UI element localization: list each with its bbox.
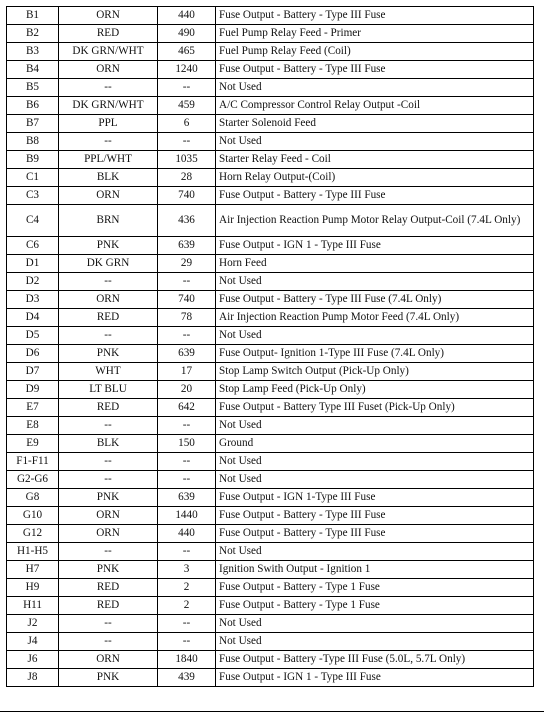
pin-cell: B9: [7, 151, 59, 169]
wire-color-cell: ORN: [59, 61, 158, 79]
wire-color-cell: DK GRN/WHT: [59, 97, 158, 115]
pin-cell: H1-H5: [7, 543, 59, 561]
wire-color-cell: BLK: [59, 169, 158, 187]
wire-color-cell: --: [59, 471, 158, 489]
wire-color-cell: ORN: [59, 525, 158, 543]
function-cell: Not Used: [216, 615, 534, 633]
circuit-number-cell: 6: [158, 115, 216, 133]
pin-cell: J8: [7, 669, 59, 687]
function-cell: Not Used: [216, 79, 534, 97]
wire-color-cell: PNK: [59, 489, 158, 507]
wire-color-cell: --: [59, 79, 158, 97]
circuit-number-cell: 20: [158, 381, 216, 399]
pin-cell: B4: [7, 61, 59, 79]
pin-cell: B5: [7, 79, 59, 97]
function-cell: Fuse Output - Battery -Type III Fuse (5.0L, 5.7L Only): [216, 651, 534, 669]
circuit-number-cell: --: [158, 133, 216, 151]
table-row: [7, 615, 534, 633]
table-row: [7, 291, 534, 309]
wire-color-cell: RED: [59, 399, 158, 417]
circuit-number-cell: --: [158, 543, 216, 561]
function-cell: Not Used: [216, 327, 534, 345]
function-cell: Fuse Output- Ignition 1-Type III Fuse (7.4L Only): [216, 345, 534, 363]
pin-cell: H9: [7, 579, 59, 597]
wire-color-cell: ORN: [59, 7, 158, 25]
table-row: [7, 309, 534, 327]
wire-color-cell: PNK: [59, 345, 158, 363]
function-cell: Ignition Swith Output - Ignition 1: [216, 561, 534, 579]
pin-cell: B1: [7, 7, 59, 25]
wire-color-cell: PNK: [59, 669, 158, 687]
table-row: [7, 115, 534, 133]
circuit-number-cell: --: [158, 615, 216, 633]
circuit-number-cell: 639: [158, 345, 216, 363]
circuit-number-cell: 642: [158, 399, 216, 417]
connector-pinout-table: [6, 6, 534, 687]
wire-color-cell: PPL: [59, 115, 158, 133]
table-row: [7, 651, 534, 669]
function-cell: Fuse Output - Battery - Type III Fuse: [216, 525, 534, 543]
function-cell: Air Injection Reaction Pump Motor Feed (7.4L Only): [216, 309, 534, 327]
pin-cell: C4: [7, 205, 59, 237]
function-cell: Starter Solenoid Feed: [216, 115, 534, 133]
table-row: [7, 79, 534, 97]
table-row: [7, 417, 534, 435]
pin-cell: D1: [7, 255, 59, 273]
function-cell: Fuse Output - Battery - Type 1 Fuse: [216, 597, 534, 615]
pin-cell: J2: [7, 615, 59, 633]
pin-cell: B2: [7, 25, 59, 43]
pin-cell: D6: [7, 345, 59, 363]
function-cell: Fuse Output - Battery - Type III Fuse: [216, 507, 534, 525]
wire-color-cell: --: [59, 543, 158, 561]
table-row: [7, 669, 534, 687]
function-cell: Stop Lamp Feed (Pick-Up Only): [216, 381, 534, 399]
wire-color-cell: ORN: [59, 187, 158, 205]
table-row: [7, 543, 534, 561]
function-cell: Not Used: [216, 133, 534, 151]
pin-cell: C3: [7, 187, 59, 205]
table-row: [7, 633, 534, 651]
function-cell: Ground: [216, 435, 534, 453]
wire-color-cell: PNK: [59, 561, 158, 579]
table-row: [7, 363, 534, 381]
pin-cell: D7: [7, 363, 59, 381]
pin-cell: J4: [7, 633, 59, 651]
table-row: [7, 597, 534, 615]
wire-color-cell: DK GRN: [59, 255, 158, 273]
circuit-number-cell: --: [158, 633, 216, 651]
pin-cell: D5: [7, 327, 59, 345]
circuit-number-cell: 1240: [158, 61, 216, 79]
pin-cell: G8: [7, 489, 59, 507]
pin-cell: H11: [7, 597, 59, 615]
pin-cell: E7: [7, 399, 59, 417]
table-row: [7, 187, 534, 205]
table-row: [7, 7, 534, 25]
table-row: [7, 169, 534, 187]
function-cell: Not Used: [216, 417, 534, 435]
function-cell: Horn Feed: [216, 255, 534, 273]
pin-cell: B3: [7, 43, 59, 61]
function-cell: Fuel Pump Relay Feed (Coil): [216, 43, 534, 61]
circuit-number-cell: --: [158, 79, 216, 97]
table-row: [7, 489, 534, 507]
function-cell: Fuse Output - IGN 1 - Type III Fuse: [216, 669, 534, 687]
pin-cell: D3: [7, 291, 59, 309]
wire-color-cell: --: [59, 133, 158, 151]
table-row: [7, 133, 534, 151]
table-row: [7, 561, 534, 579]
function-cell: Fuse Output - Battery Type III Fuset (Pick-Up Only): [216, 399, 534, 417]
table-row: [7, 61, 534, 79]
circuit-number-cell: 440: [158, 7, 216, 25]
circuit-number-cell: 740: [158, 291, 216, 309]
table-row: [7, 25, 534, 43]
table-row: [7, 237, 534, 255]
function-cell: Not Used: [216, 273, 534, 291]
circuit-number-cell: 2: [158, 579, 216, 597]
pin-cell: B7: [7, 115, 59, 133]
table-row: [7, 381, 534, 399]
wire-color-cell: BRN: [59, 205, 158, 237]
table-row: [7, 525, 534, 543]
circuit-number-cell: 465: [158, 43, 216, 61]
pin-cell: F1-F11: [7, 453, 59, 471]
circuit-number-cell: 1840: [158, 651, 216, 669]
table-row: [7, 345, 534, 363]
wire-color-cell: ORN: [59, 651, 158, 669]
circuit-number-cell: --: [158, 273, 216, 291]
function-cell: Not Used: [216, 453, 534, 471]
wire-color-cell: --: [59, 327, 158, 345]
wire-color-cell: --: [59, 453, 158, 471]
function-cell: Horn Relay Output-(Coil): [216, 169, 534, 187]
circuit-number-cell: --: [158, 327, 216, 345]
table-row: [7, 205, 534, 237]
pin-cell: C6: [7, 237, 59, 255]
circuit-number-cell: --: [158, 453, 216, 471]
pin-cell: G10: [7, 507, 59, 525]
pin-cell: J6: [7, 651, 59, 669]
circuit-number-cell: 17: [158, 363, 216, 381]
function-cell: Fuse Output - Battery - Type 1 Fuse: [216, 579, 534, 597]
wire-color-cell: PPL/WHT: [59, 151, 158, 169]
circuit-number-cell: 1035: [158, 151, 216, 169]
wire-color-cell: --: [59, 615, 158, 633]
wire-color-cell: LT BLU: [59, 381, 158, 399]
function-cell: Not Used: [216, 543, 534, 561]
function-cell: Fuse Output - IGN 1 - Type III Fuse: [216, 237, 534, 255]
function-cell: Fuse Output - IGN 1-Type III Fuse: [216, 489, 534, 507]
pin-cell: H7: [7, 561, 59, 579]
pin-cell: C1: [7, 169, 59, 187]
table-row: [7, 327, 534, 345]
circuit-number-cell: 440: [158, 525, 216, 543]
function-cell: Not Used: [216, 633, 534, 651]
wire-color-cell: BLK: [59, 435, 158, 453]
circuit-number-cell: 78: [158, 309, 216, 327]
table-row: [7, 453, 534, 471]
pin-cell: D9: [7, 381, 59, 399]
pin-cell: B8: [7, 133, 59, 151]
pin-cell: D4: [7, 309, 59, 327]
table-row: [7, 43, 534, 61]
pin-cell: E8: [7, 417, 59, 435]
wire-color-cell: RED: [59, 579, 158, 597]
circuit-number-cell: 490: [158, 25, 216, 43]
wire-color-cell: --: [59, 273, 158, 291]
function-cell: Stop Lamp Switch Output (Pick-Up Only): [216, 363, 534, 381]
circuit-number-cell: 459: [158, 97, 216, 115]
circuit-number-cell: 2: [158, 597, 216, 615]
pin-cell: G2-G6: [7, 471, 59, 489]
circuit-number-cell: 28: [158, 169, 216, 187]
circuit-number-cell: 29: [158, 255, 216, 273]
circuit-number-cell: 1440: [158, 507, 216, 525]
pinout-table-body: [7, 7, 534, 687]
table-row: [7, 273, 534, 291]
circuit-number-cell: --: [158, 471, 216, 489]
pin-cell: D2: [7, 273, 59, 291]
wire-color-cell: DK GRN/WHT: [59, 43, 158, 61]
wire-color-cell: RED: [59, 309, 158, 327]
function-cell: Fuse Output - Battery - Type III Fuse: [216, 61, 534, 79]
circuit-number-cell: 3: [158, 561, 216, 579]
table-row: [7, 471, 534, 489]
wire-color-cell: PNK: [59, 237, 158, 255]
wire-color-cell: --: [59, 417, 158, 435]
table-row: [7, 151, 534, 169]
wire-color-cell: --: [59, 633, 158, 651]
circuit-number-cell: 436: [158, 205, 216, 237]
table-row: [7, 399, 534, 417]
function-cell: Fuse Output - Battery - Type III Fuse: [216, 7, 534, 25]
circuit-number-cell: --: [158, 417, 216, 435]
wire-color-cell: ORN: [59, 291, 158, 309]
page-bottom-rule: [0, 711, 544, 712]
function-cell: Fuse Output - Battery - Type III Fuse: [216, 187, 534, 205]
circuit-number-cell: 639: [158, 237, 216, 255]
circuit-number-cell: 639: [158, 489, 216, 507]
function-cell: Starter Relay Feed - Coil: [216, 151, 534, 169]
table-row: [7, 255, 534, 273]
pin-cell: B6: [7, 97, 59, 115]
pin-cell: E9: [7, 435, 59, 453]
table-row: [7, 435, 534, 453]
circuit-number-cell: 439: [158, 669, 216, 687]
pin-cell: G12: [7, 525, 59, 543]
circuit-number-cell: 150: [158, 435, 216, 453]
table-row: [7, 579, 534, 597]
function-cell: Fuse Output - Battery - Type III Fuse (7.4L Only): [216, 291, 534, 309]
function-cell: A/C Compressor Control Relay Output -Coil: [216, 97, 534, 115]
wire-color-cell: RED: [59, 597, 158, 615]
function-cell: Air Injection Reaction Pump Motor Relay Output-Coil (7.4L Only): [216, 205, 534, 237]
function-cell: Not Used: [216, 471, 534, 489]
function-cell: Fuel Pump Relay Feed - Primer: [216, 25, 534, 43]
wire-color-cell: WHT: [59, 363, 158, 381]
wire-color-cell: RED: [59, 25, 158, 43]
table-row: [7, 97, 534, 115]
table-row: [7, 507, 534, 525]
wire-color-cell: ORN: [59, 507, 158, 525]
circuit-number-cell: 740: [158, 187, 216, 205]
